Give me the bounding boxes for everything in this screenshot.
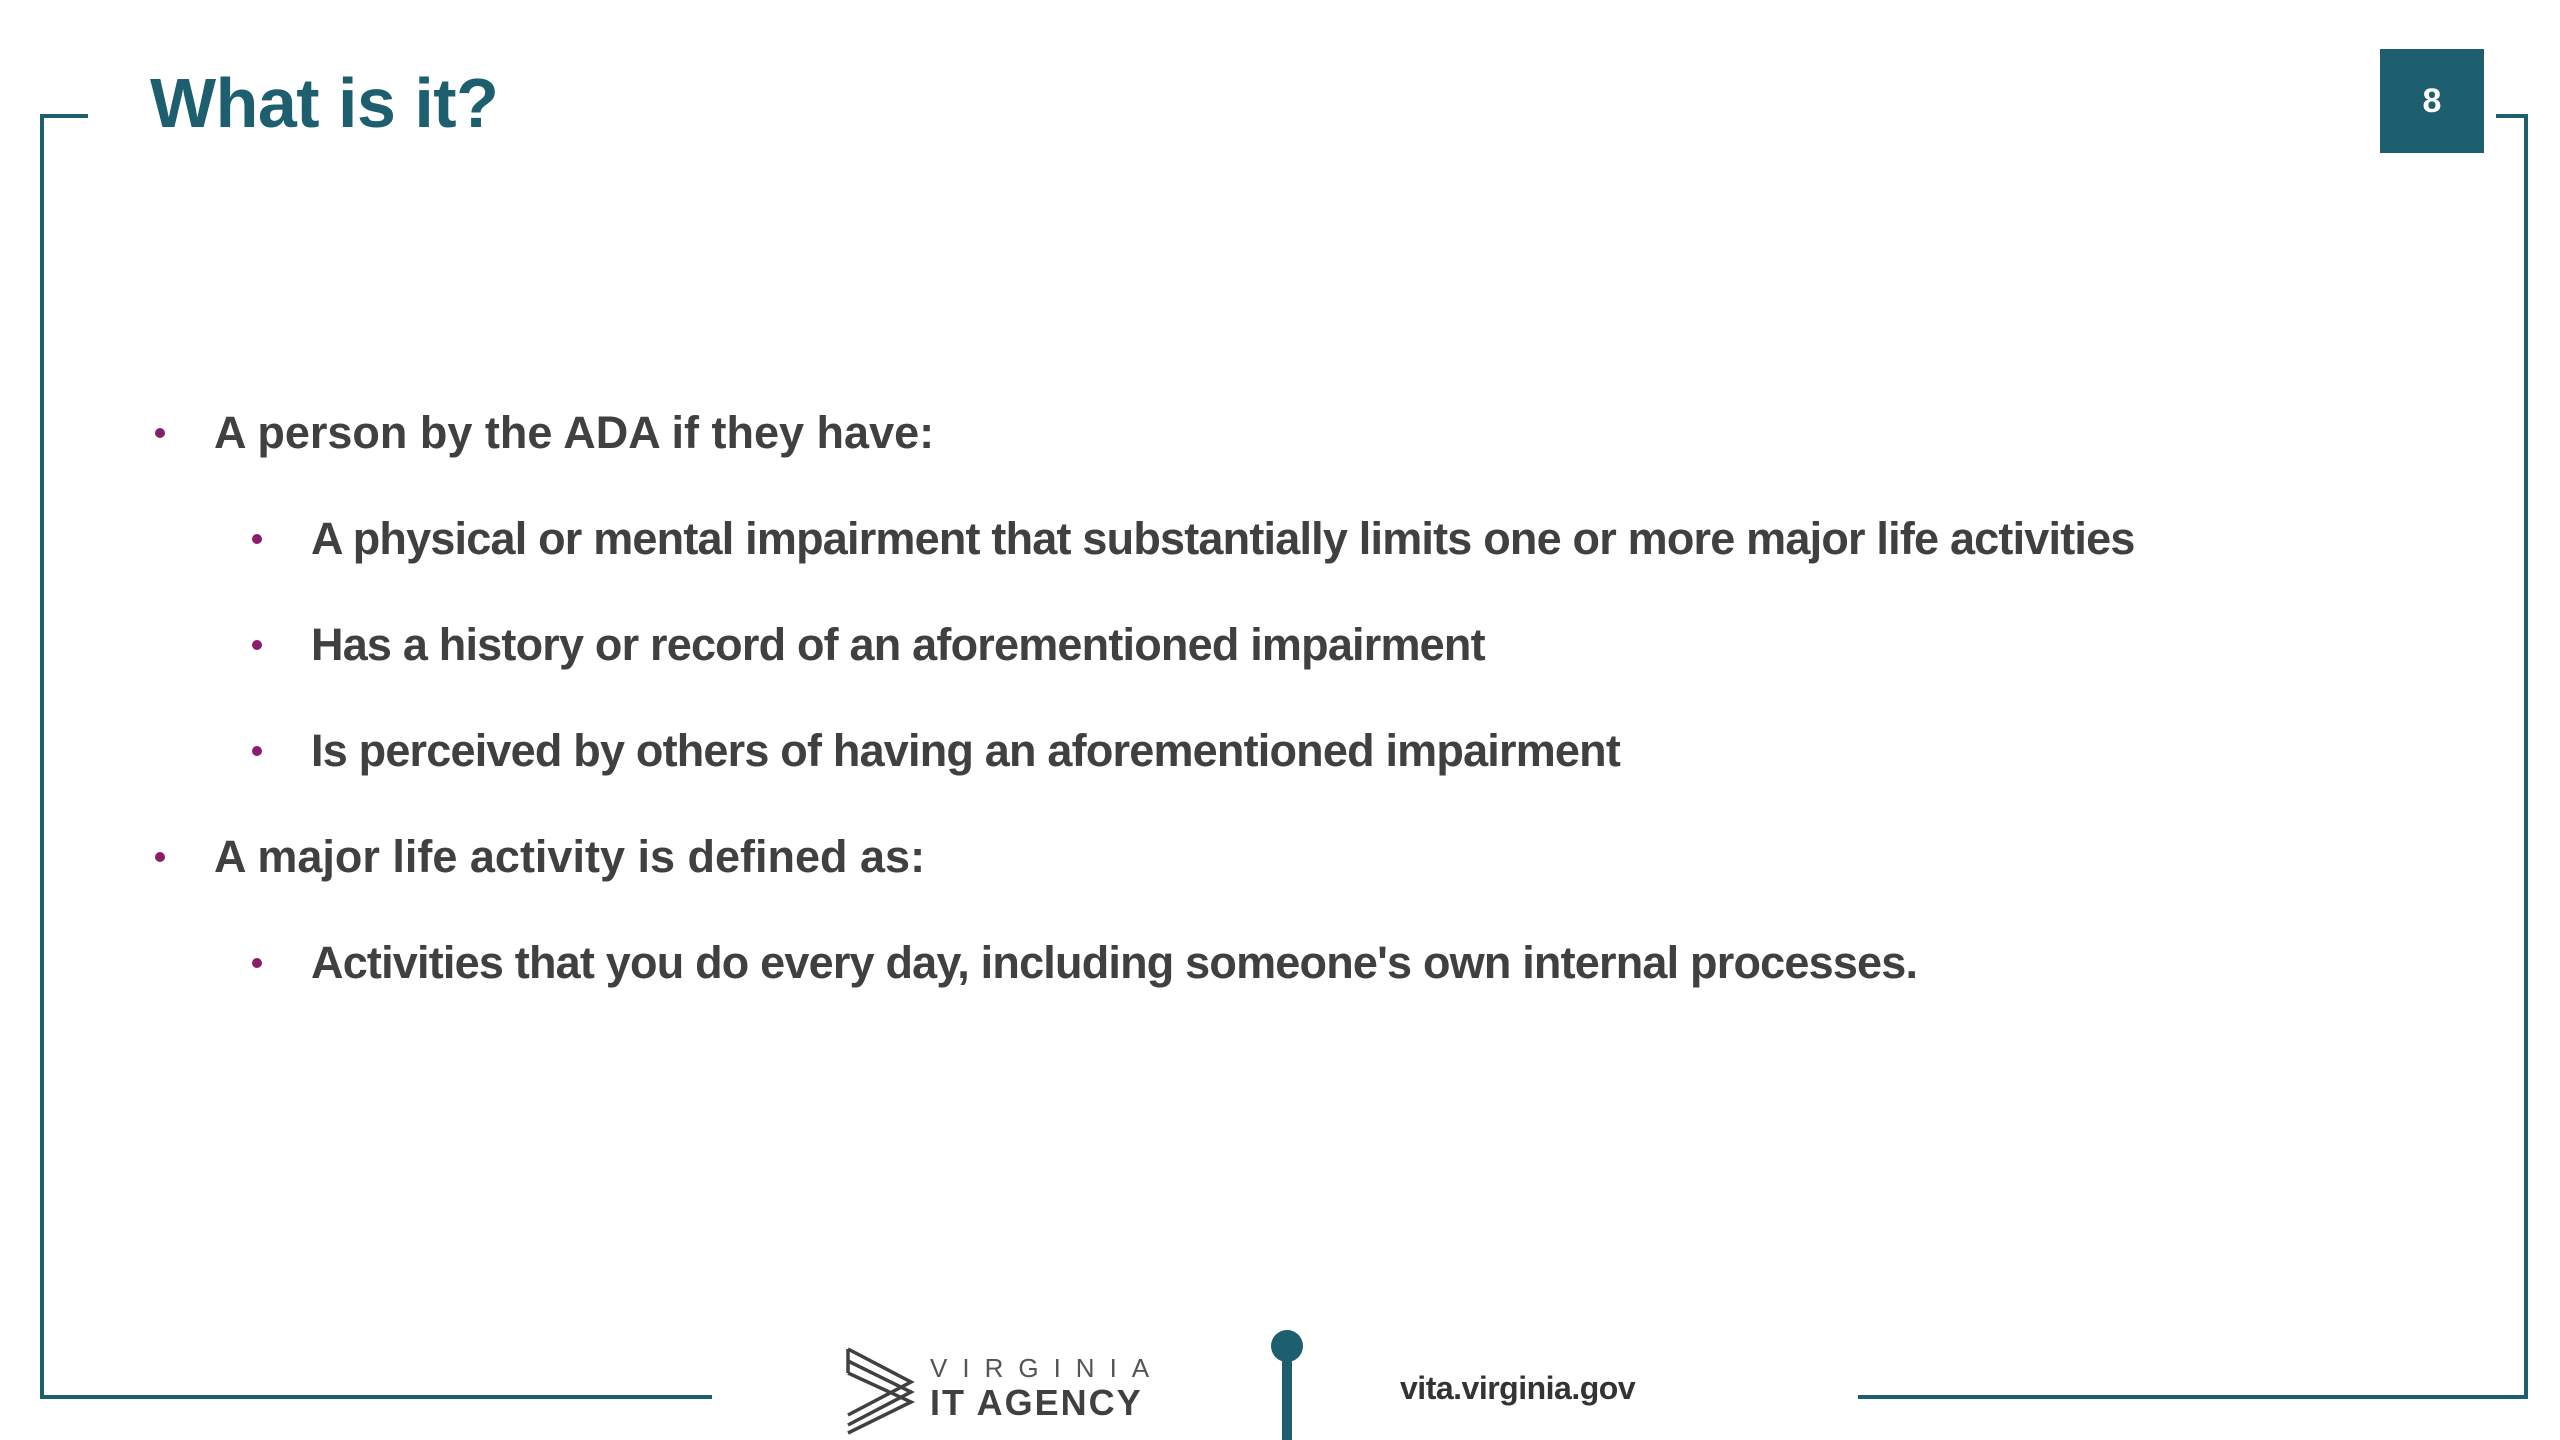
frame-bottom-right (1858, 1395, 2528, 1399)
pin-stem (1282, 1342, 1292, 1440)
logo-text-virginia: VIRGINIA (930, 1353, 1165, 1383)
list-item-text: Activities that you do every day, including someone's own internal processes. (311, 937, 1918, 988)
footer-url: vita.virginia.gov (1400, 1370, 1636, 1406)
logo-text-it-agency: IT AGENCY (930, 1382, 1143, 1423)
bullet-dot-icon (252, 534, 262, 544)
list-item-text: Has a history or record of an aforementioned impairment (311, 619, 1485, 670)
list-item (155, 827, 925, 887)
page-title: What is it? (150, 64, 499, 142)
list-item (252, 933, 1917, 993)
list-item (252, 509, 2135, 569)
bullet-dot-icon (252, 640, 262, 650)
frame-bottom-left (40, 1395, 712, 1399)
list-item-text: Is perceived by others of having an aforementioned impairment (311, 725, 1621, 776)
bullet-dot-icon (252, 958, 262, 968)
list-item-text: A person by the ADA if they have: (214, 407, 935, 458)
list-item (252, 721, 1620, 781)
page-number: 8 (2422, 81, 2442, 120)
list-item-text: A physical or mental impairment that substantially limits one or more major life activities (311, 513, 2135, 564)
bullet-dot-icon (155, 428, 165, 438)
list-item-text: A major life activity is defined as: (214, 831, 926, 882)
list-item (155, 403, 934, 463)
list-item (252, 615, 1485, 675)
bullet-dot-icon (252, 746, 262, 756)
bullet-dot-icon (155, 852, 165, 862)
